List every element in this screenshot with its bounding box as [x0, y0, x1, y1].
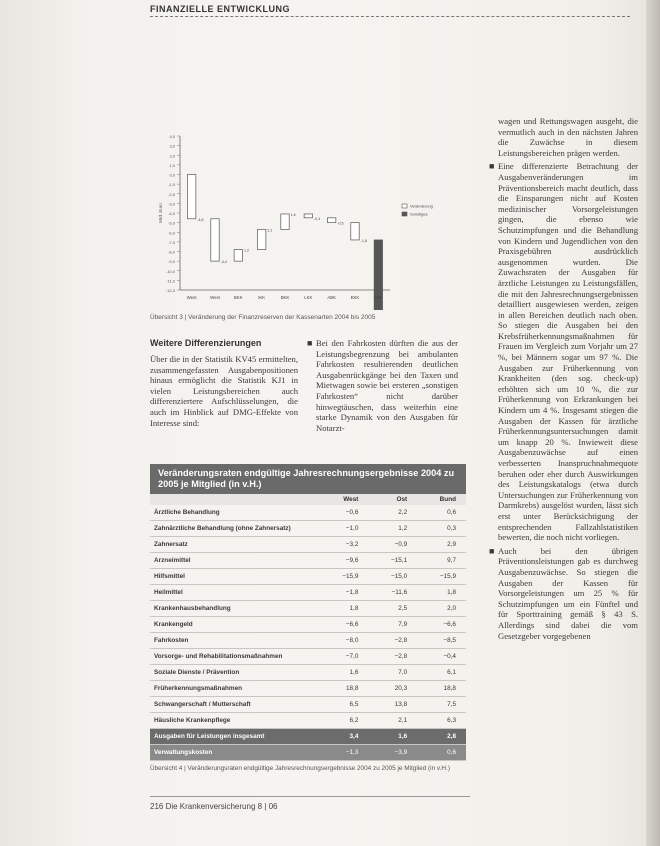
cell-west: −15,9: [320, 569, 369, 585]
cell-west: −1,0: [320, 521, 369, 537]
bullet-icon: ■: [489, 545, 495, 556]
table-row: [150, 649, 466, 665]
cell-ost: −2,8: [368, 633, 417, 649]
table-row: [150, 681, 466, 697]
chart-bar: [304, 214, 312, 218]
footer-rule: [150, 796, 470, 797]
y-tick-label: -12,0: [165, 288, 175, 293]
page-footer: 216 Die Krankenversicherung 8 | 06: [150, 802, 278, 811]
cell-west: −3,2: [320, 537, 369, 553]
row-label: Fahrkosten: [150, 633, 320, 649]
bar-value-label: -1,8: [360, 238, 367, 243]
row-label: Soziale Dienste / Prävention: [150, 665, 320, 681]
y-tick-label: -5,0: [168, 220, 175, 226]
table-col-header: Ost: [368, 494, 417, 505]
cell-west: 6,5: [320, 697, 369, 713]
category-label: ABK: [374, 295, 383, 300]
row-label: Schwangerschaft / Mutterschaft: [150, 697, 320, 713]
row-label: Krankengeld: [150, 617, 320, 633]
y-tick-label: -11,0: [166, 278, 175, 284]
cell-west: 3,4: [320, 729, 369, 745]
cell-bund: 0,3: [417, 521, 466, 537]
cell-ost: 1,6: [368, 729, 417, 745]
cell-west: −6,6: [320, 617, 369, 633]
row-label: Heilmittel: [150, 585, 320, 601]
y-tick-label: -4,0: [168, 211, 175, 216]
cell-ost: 20,3: [368, 681, 417, 697]
table-row: [150, 745, 466, 761]
table-row: [150, 617, 466, 633]
cell-ost: 7,0: [368, 665, 417, 681]
cell-west: 1,8: [320, 601, 369, 617]
cell-ost: 2,5: [368, 601, 417, 617]
cell-ost: −3,9: [368, 745, 417, 761]
cell-west: 1,6: [320, 665, 369, 681]
category-label: West: [210, 295, 220, 300]
cell-bund: 0,6: [417, 745, 466, 761]
category-label: West: [186, 295, 197, 300]
table-row: [150, 601, 466, 617]
cell-west: −1,8: [320, 585, 369, 601]
cell-bund: −15,9: [417, 569, 466, 585]
section-header: FINANZIELLE ENTWICKLUNG: [150, 4, 290, 14]
chart-caption: Übersicht 3 | Veränderung der Finanzreserven der Kassenarten 2004 bis 2005: [150, 314, 376, 321]
y-tick-label: -10,0: [165, 268, 175, 274]
row-label: Zahnärztliche Behandlung (ohne Zahnersatz): [150, 521, 320, 537]
right-paragraph: [489, 161, 638, 543]
cell-west: −1,3: [320, 745, 369, 761]
table-col-header: West: [320, 494, 369, 505]
right-paragraph: wagen und Rettungswagen ausgeht, die vermutlich auch in den nächsten Jahren die Zuwächse in diesem Leistungsbereichen prägen werden.: [498, 116, 638, 158]
legend-label: Sonstiges: [410, 211, 428, 217]
right-column: [489, 116, 638, 644]
y-tick-label: 0,0: [169, 172, 175, 178]
rates-table-box: [150, 464, 466, 773]
bar-value-label: 2,1: [267, 228, 273, 233]
category-label: BKK: [280, 295, 290, 300]
chart-bar: [187, 175, 195, 219]
cell-west: −0,6: [320, 505, 369, 521]
rates-table: [150, 494, 466, 761]
bar-value-label: -4,6: [197, 217, 204, 222]
table-caption: Übersicht 4 | Veränderungsraten endgültige Jahresrechnungsergebnisse 2004 zu 2005 je Mitglied (in v.H.): [150, 765, 450, 772]
cell-bund: −8,5: [417, 633, 466, 649]
bar-value-label: -4,4: [220, 260, 227, 265]
cell-bund: 0,6: [417, 505, 466, 521]
bar-value-label: -0,4: [314, 216, 321, 221]
table-row: [150, 729, 466, 745]
table-header-row: [150, 494, 466, 505]
cell-west: −7,0: [320, 649, 369, 665]
chart-svg: [150, 128, 460, 310]
cell-bund: −0,4: [417, 649, 466, 665]
table-row: [150, 505, 466, 521]
cell-bund: 6,3: [417, 713, 466, 729]
legend-swatch: [402, 212, 407, 216]
y-tick-label: 4,0: [169, 134, 175, 139]
cell-west: 18,8: [320, 681, 369, 697]
row-label: Ärztliche Behandlung: [150, 505, 320, 521]
cell-ost: −11,6: [368, 585, 417, 601]
cell-ost: 2,2: [368, 505, 417, 521]
cell-bund: 6,1: [417, 665, 466, 681]
cell-ost: 7,9: [368, 617, 417, 633]
chart-bar: [211, 219, 219, 261]
right-paragraph-text: Auch bei den übrigen Präventionsleistungen gab es durchweg Ausgabenzuwächse. So stiegen die Ausgaben der Kassen für Vorsorgeleistungen um 25 % für Schutzimpfungen um ein Fünftel und für Sporttraining gemäß § 43 S. Allerdings sind dabei die vom Gesetzgeber vorgegebenen: [498, 545, 638, 641]
category-label: LKK: [304, 295, 313, 300]
bar-value-label: 1,2: [244, 248, 250, 253]
cell-ost: −15,1: [368, 553, 417, 569]
y-tick-label: 3,0: [169, 143, 175, 149]
y-tick-label: 2,0: [169, 153, 175, 159]
y-axis-label: Mrd. Euro: [158, 203, 163, 223]
table-row: [150, 713, 466, 729]
table-title: Veränderungsraten endgültige Jahresrechnungsergebnisse 2004 zu 2005 je Mitglied (in v.H.): [150, 464, 466, 494]
cell-bund: 18,8: [417, 681, 466, 697]
cell-ost: −2,8: [368, 649, 417, 665]
chart-bar: [281, 214, 289, 229]
row-label: Zahnersatz: [150, 537, 320, 553]
table-row: [150, 537, 466, 553]
cell-west: −8,0: [320, 633, 369, 649]
category-label: ABK: [327, 295, 336, 300]
row-label: Häusliche Krankenpflege: [150, 713, 320, 729]
cell-bund: −6,6: [417, 617, 466, 633]
y-tick-label: -6,0: [168, 230, 175, 236]
legend-label: Veränderung: [410, 203, 433, 209]
right-paragraph: [489, 545, 638, 641]
paragraph-fahrkosten-text: Bei den Fahrkosten dürften die aus der Leistungsbegrenzung bei ambulanten Fahrkosten resultierenden deutlichen Ausgabenrückgänge bei den Taxen und Mietwagen sowie bei ersteren „sonstigen Fahrkosten“ nicht darüber hinwegtäuschen, dass weiterhin eine starke Dynamik von den Ausgaben für Notarzt-: [316, 338, 458, 433]
cell-ost: 2,1: [368, 713, 417, 729]
category-label: IKK: [258, 295, 266, 300]
y-tick-label: 1,0: [169, 162, 175, 168]
chart-bar: [327, 218, 335, 223]
bar-value-label: 1,6: [290, 212, 296, 217]
category-label: EKK: [350, 295, 360, 300]
cell-ost: 1,2: [368, 521, 417, 537]
subsection-heading: Weitere Differenzierungen: [150, 338, 262, 348]
chart-bar: [234, 250, 242, 262]
y-tick-label: -2,0: [168, 191, 175, 197]
chart-bar: [351, 223, 359, 240]
header-rule: [150, 16, 630, 17]
table-row: [150, 633, 466, 649]
page-fold-edge: [646, 0, 660, 846]
table-row: [150, 521, 466, 537]
category-label: BKK: [234, 295, 243, 300]
cell-ost: −15,0: [368, 569, 417, 585]
y-tick-label: -8,0: [168, 249, 175, 255]
cell-ost: 13,8: [368, 697, 417, 713]
y-tick-label: -7,0: [168, 239, 175, 245]
legend-swatch: [402, 204, 407, 208]
bullet-icon: ■: [307, 338, 313, 348]
cell-ost: −0,9: [368, 537, 417, 553]
cell-bund: 2,0: [417, 601, 466, 617]
table-col-header: [150, 494, 320, 505]
row-label: Ausgaben für Leistungen insgesamt: [150, 729, 320, 745]
cell-bund: 2,8: [417, 729, 466, 745]
y-tick-label: -1,0: [168, 182, 175, 188]
row-label: Krankenhausbehandlung: [150, 601, 320, 617]
y-tick-label: -9,0: [168, 259, 175, 265]
table-row: [150, 585, 466, 601]
y-tick-label: -3,0: [168, 201, 175, 207]
paragraph-intro: Über die in der Statistik KV45 ermittelten, zusammengefassten Ausgabenpositionen hinaus ermöglicht die Statistik KJ1 in vielen Leistungsbereichen auch differenziertere Aufschlüsselungen, die auch im Hinblick auf DMG-Effekte von Interesse sind:: [150, 354, 298, 428]
paragraph-fahrkosten: [307, 338, 458, 433]
cell-bund: 9,7: [417, 553, 466, 569]
table-row: [150, 697, 466, 713]
cell-west: 6,2: [320, 713, 369, 729]
right-paragraph-text: Eine differenzierte Betrachtung der Ausgabenveränderungen im Präventionsbereich macht deutlich, dass die Einsparungen nicht auf Kosten medizinischer Vorsorgeleistungen gingen, die ebenso wie Schutzimpfungen und die Behandlung von Kindern und Jugendlichen von den Praxisgebühren ausdrücklich ausgenommen wurden. Die Zuwachsraten der Ausgaben für ärztliche Leistungen zu Leistungsfällen, die mit den Jahresrechnungsergebnissen detailliert ausgewiesen werden, zeigen in allen Bereichen deutlich nach oben. So stiegen die Ausgaben bei den Krebsfrüherkennungsmaßnahmen für Frauen im Vergleich zum Vorjahr um 27 %, bei Männern sogar um 97 %. Die Ausgaben zur Früherkennung von Krankheiten (den sog. check-up) erhöhten sich um 10 %, die zur Früherkennung von Erkrankungen bei Kindern um 4 %. Insgesamt stiegen die Ausgaben der Kassen für ärztliche Früherkennungsuntersuchungen damit um knapp 20 %. Inwieweit diese Ausgabenzuwächse auf einen verbesserten Inanspruchnahmequote beruhen oder eher durch Auswirkungen des Leistungskatalogs (etwa durch Untersuchungen zur Früherkennung von Darmkrebs) ausgelöst wurden, lässt sich erst unter Berücksichtigung der entsprechenden Fallzahlstatistiken bewerten, die noch nicht vorliegen.: [498, 161, 638, 543]
cell-west: −9,6: [320, 553, 369, 569]
table-row: [150, 553, 466, 569]
table-row: [150, 569, 466, 585]
table-col-header: Bund: [417, 494, 466, 505]
bar-value-label: -0,5: [337, 221, 344, 226]
cell-bund: 1,8: [417, 585, 466, 601]
row-label: Vorsorge- und Rehabilitationsmaßnahmen: [150, 649, 320, 665]
bullet-icon: ■: [489, 161, 495, 172]
row-label: Früherkennungsmaßnahmen: [150, 681, 320, 697]
chart-bar: [257, 229, 265, 249]
cell-bund: 7,5: [417, 697, 466, 713]
row-label: Hilfsmittel: [150, 569, 320, 585]
cell-bund: 2,9: [417, 537, 466, 553]
waterfall-chart: [150, 128, 460, 310]
row-label: Arzneimittel: [150, 553, 320, 569]
table-row: [150, 665, 466, 681]
row-label: Verwaltungskosten: [150, 745, 320, 761]
